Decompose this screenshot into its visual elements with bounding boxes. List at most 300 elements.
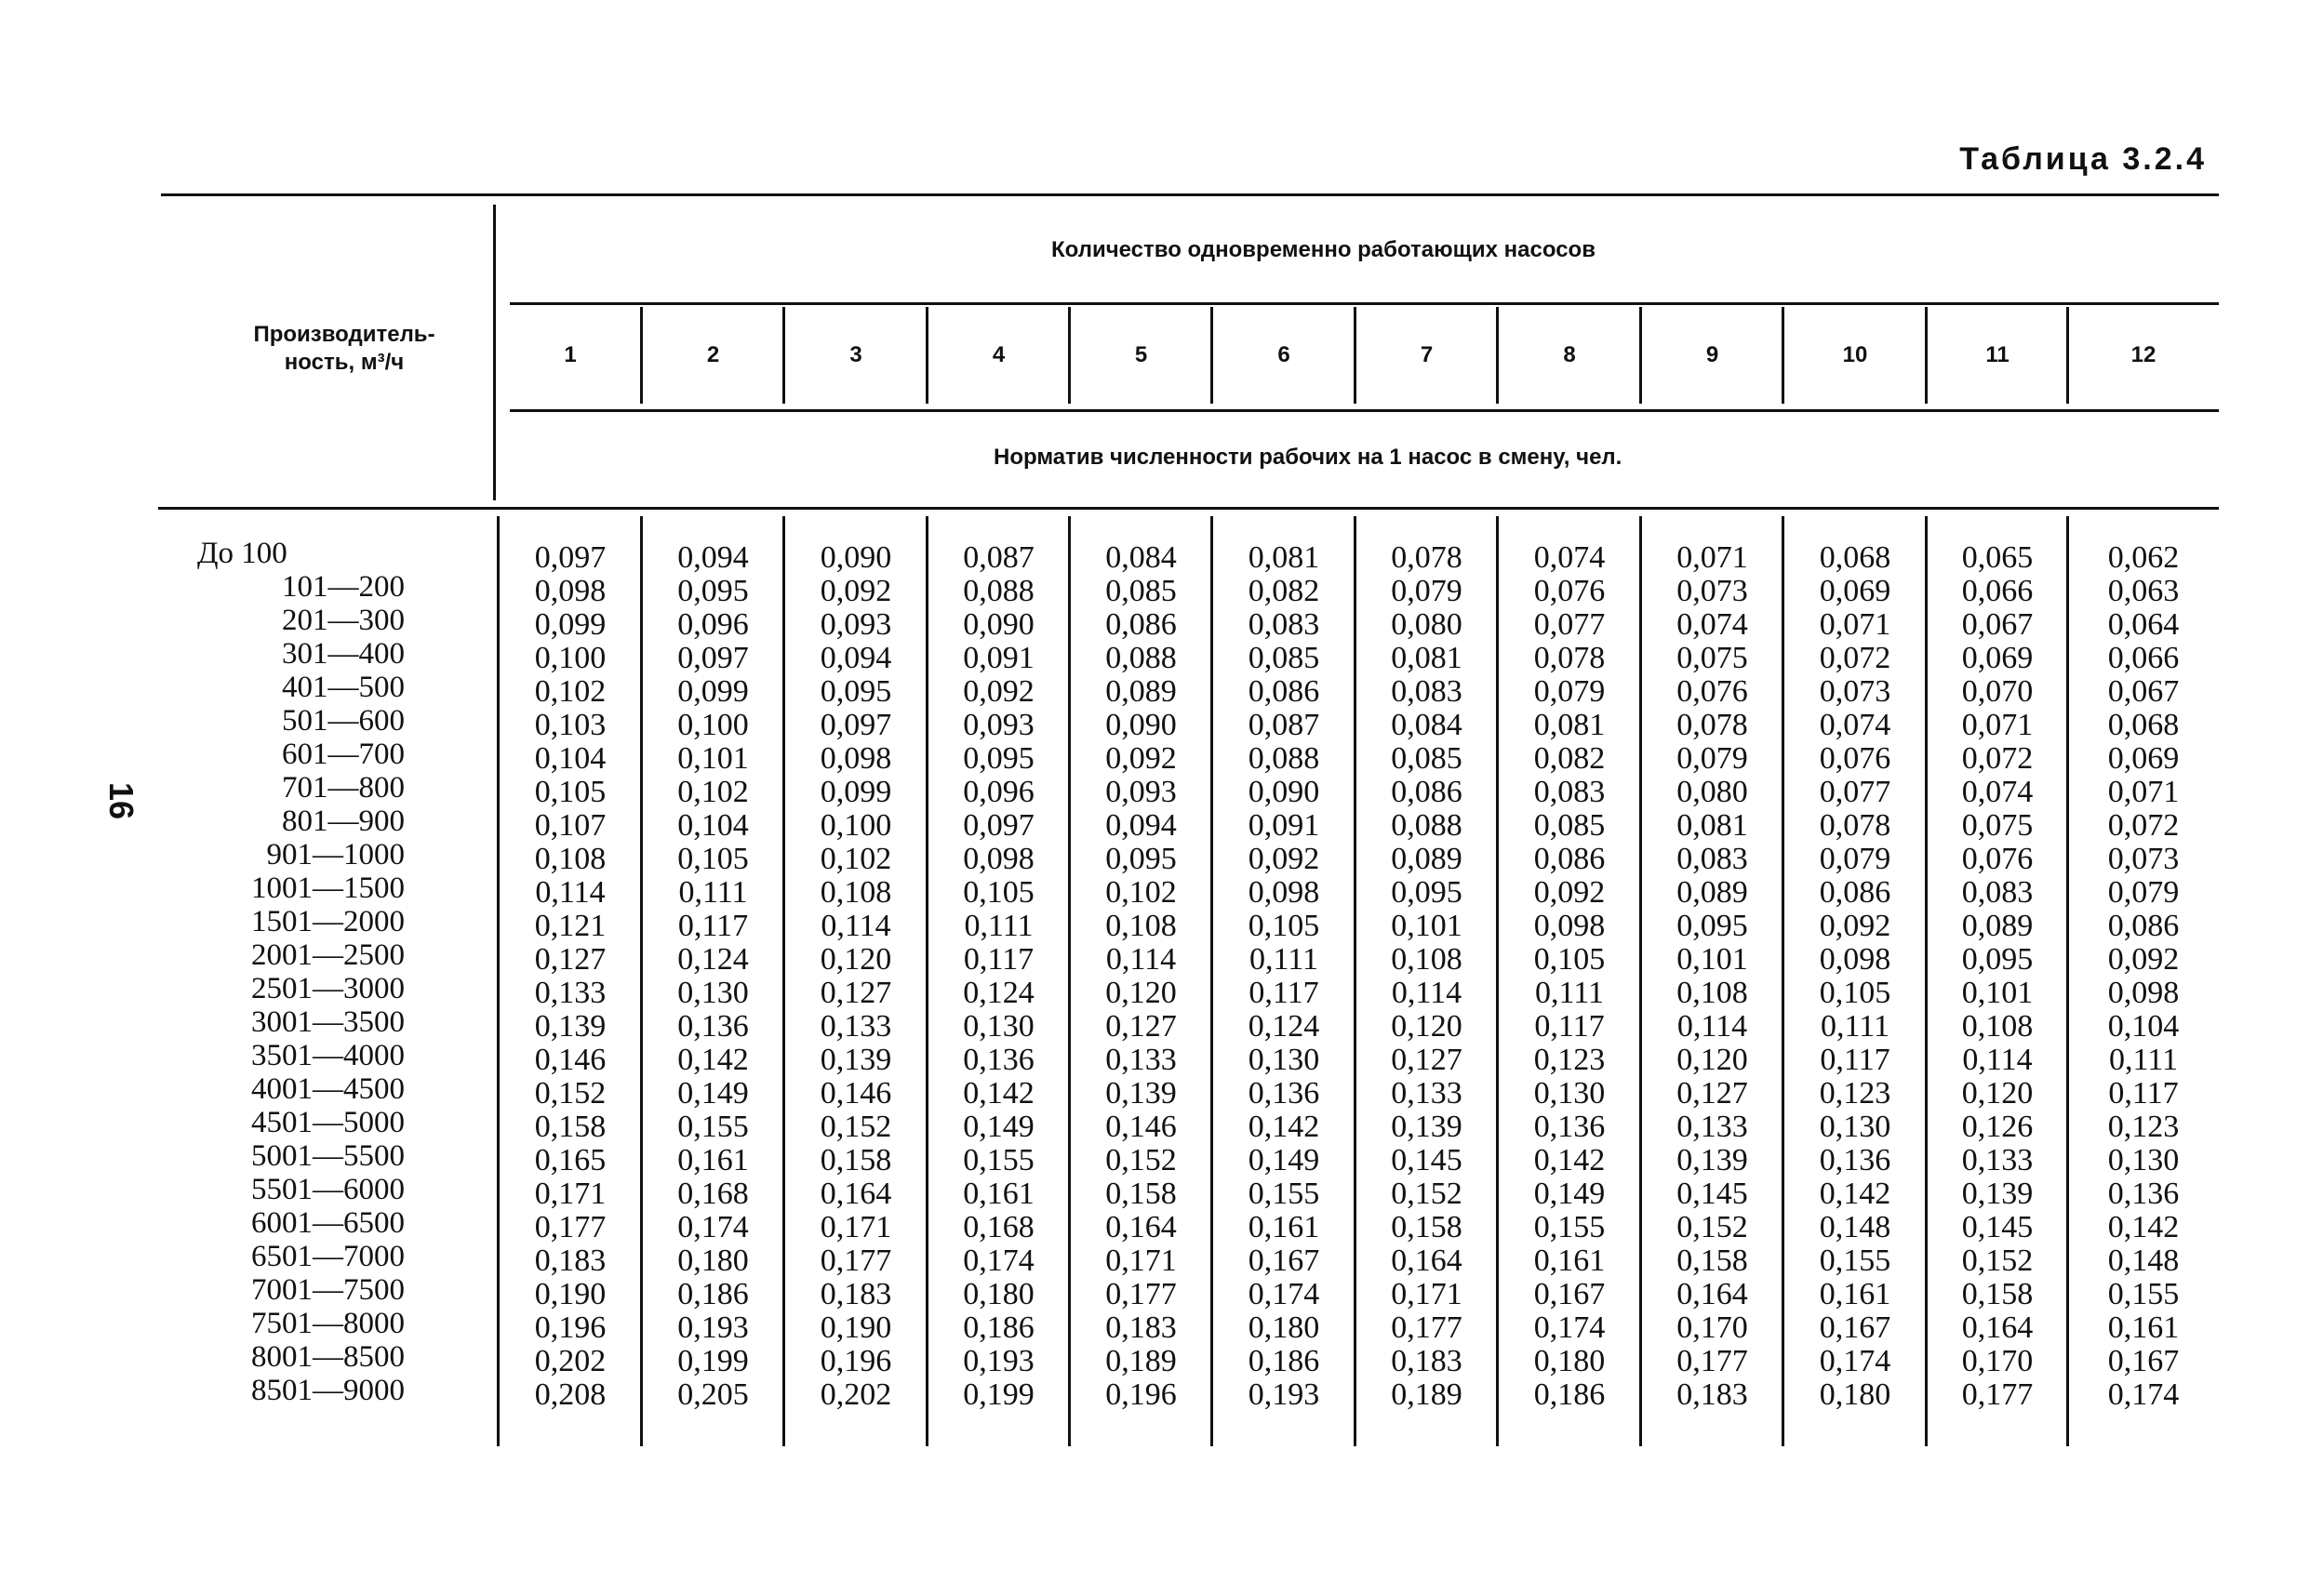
value-cell: 0,078 [1819,808,1891,843]
value-cell: 0,186 [677,1277,749,1311]
data-column-9 [1641,541,1783,1412]
value-cell: 0,164 [1105,1210,1177,1244]
range-cell: 601—700 [282,738,405,771]
value-cell: 0,094 [1105,808,1177,843]
value-cell: 0,104 [677,808,749,843]
value-cell: 0,092 [820,574,892,608]
value-cell: 0,098 [1533,909,1606,943]
value-cell: 0,152 [534,1076,607,1111]
value-cell: 0,073 [1676,574,1748,608]
value-cell: 0,071 [1819,607,1891,642]
value-cell: 0,139 [820,1043,892,1077]
value-cell: 0,081 [1533,708,1606,742]
value-cell: 0,064 [2107,607,2180,642]
value-cell: 0,101 [1961,976,2034,1010]
value-cell: 0,095 [1961,942,2034,977]
value-cell: 0,158 [820,1143,892,1177]
value-cell: 0,170 [1961,1344,2034,1378]
value-cell: 0,079 [1533,674,1606,709]
value-cell: 0,152 [1961,1244,2034,1278]
value-cell: 0,186 [963,1310,1035,1345]
value-cell: 0,111 [678,875,748,910]
value-cell: 0,161 [963,1177,1035,1211]
value-cell: 0,081 [1391,641,1462,675]
column-number-2: 2 [706,342,720,367]
value-cell: 0,082 [1248,574,1320,608]
range-cell: 401—500 [282,671,405,704]
value-cell: 0,114 [1676,1009,1748,1044]
value-cell: 0,161 [2107,1310,2180,1345]
value-cell: 0,142 [1248,1110,1320,1144]
value-cell: 0,145 [1676,1177,1748,1211]
value-cell: 0,152 [1105,1143,1177,1177]
value-cell: 0,183 [534,1244,607,1278]
value-cell: 0,123 [1533,1043,1606,1077]
value-cell: 0,199 [963,1377,1035,1412]
data-column-2 [642,541,784,1412]
value-cell: 0,120 [1961,1076,2034,1111]
value-cell: 0,123 [2107,1110,2180,1144]
value-cell: 0,124 [1248,1009,1320,1044]
range-cell: 6501—7000 [251,1240,405,1273]
range-cell: 1001—1500 [251,871,405,905]
range-cell: 7501—8000 [251,1307,405,1340]
value-cell: 0,085 [1391,741,1462,776]
value-cell: 0,146 [1105,1110,1177,1144]
column-number-1: 1 [564,342,577,367]
value-cell: 0,099 [534,607,607,642]
value-cell: 0,142 [2107,1210,2180,1244]
value-cell: 0,067 [2107,674,2180,709]
value-cell: 0,193 [677,1310,749,1345]
header-divider [782,307,785,404]
column-number-6: 6 [1277,342,1290,367]
value-cell: 0,111 [964,909,1034,943]
value-cell: 0,095 [677,574,749,608]
value-cell: 0,091 [1248,808,1320,843]
value-cell: 0,096 [677,607,749,642]
range-cell: 7001—7500 [251,1273,405,1307]
value-cell: 0,102 [1105,875,1177,910]
value-cell: 0,082 [1533,741,1606,776]
data-column-7 [1355,541,1498,1412]
value-cell: 0,086 [1391,775,1462,809]
value-cell: 0,164 [1676,1277,1748,1311]
value-cell: 0,130 [1819,1110,1891,1144]
value-cell: 0,105 [1533,942,1606,977]
value-cell: 0,079 [2107,875,2180,910]
value-cell: 0,155 [677,1110,749,1144]
value-cell: 0,067 [1961,607,2034,642]
value-cell: 0,136 [963,1043,1035,1077]
value-cell: 0,133 [1391,1076,1462,1111]
value-cell: 0,136 [677,1009,749,1044]
value-cell: 0,089 [1105,674,1177,709]
value-cell: 0,174 [963,1244,1035,1278]
value-cell: 0,170 [1676,1310,1748,1345]
header-divider [1354,307,1356,404]
value-cell: 0,074 [1961,775,2034,809]
column-number-4: 4 [992,342,1006,367]
value-cell: 0,097 [963,808,1035,843]
value-cell: 0,095 [1391,875,1462,910]
value-cell: 0,108 [820,875,892,910]
value-cell: 0,089 [1391,842,1462,876]
body-divider [640,516,643,1446]
value-cell: 0,177 [1961,1377,2034,1412]
value-cell: 0,079 [1819,842,1891,876]
value-cell: 0,100 [677,708,749,742]
column-number-5: 5 [1134,342,1148,367]
value-cell: 0,114 [1962,1043,2033,1077]
value-cell: 0,155 [1248,1177,1320,1211]
data-column-6 [1212,541,1355,1412]
value-cell: 0,205 [677,1377,749,1412]
value-cell: 0,177 [820,1244,892,1278]
value-cell: 0,105 [1819,976,1891,1010]
value-cell: 0,158 [534,1110,607,1144]
value-cell: 0,168 [963,1210,1035,1244]
value-cell: 0,130 [963,1009,1035,1044]
value-cell: 0,127 [820,976,892,1010]
value-cell: 0,078 [1391,540,1462,575]
value-cell: 0,145 [1391,1143,1462,1177]
value-cell: 0,130 [677,976,749,1010]
value-cell: 0,171 [1105,1244,1177,1278]
value-cell: 0,102 [820,842,892,876]
value-cell: 0,117 [1820,1043,1890,1077]
value-cell: 0,167 [1533,1277,1606,1311]
value-cell: 0,183 [1391,1344,1462,1378]
value-cell: 0,171 [534,1177,607,1211]
data-column-3 [784,541,928,1412]
value-cell: 0,167 [1248,1244,1320,1278]
value-cell: 0,149 [677,1076,749,1111]
value-cell: 0,117 [963,942,1035,977]
value-cell: 0,078 [1676,708,1748,742]
value-cell: 0,071 [2107,775,2180,809]
value-cell: 0,069 [2107,741,2180,776]
column-number-3: 3 [849,342,862,367]
value-cell: 0,090 [963,607,1035,642]
range-cell: 2001—2500 [251,938,405,972]
value-cell: 0,090 [820,540,892,575]
value-cell: 0,085 [1533,808,1606,843]
value-cell: 0,072 [2107,808,2180,843]
value-cell: 0,075 [1961,808,2034,843]
value-cell: 0,174 [1248,1277,1320,1311]
value-cell: 0,087 [963,540,1035,575]
value-cell: 0,083 [1248,607,1320,642]
value-cell: 0,086 [1248,674,1320,709]
header-divider [1496,307,1499,404]
value-cell: 0,069 [1819,574,1891,608]
value-cell: 0,117 [677,909,749,943]
value-cell: 0,111 [1249,942,1318,977]
range-cell: 701—800 [282,771,405,805]
data-column-10 [1783,541,1927,1412]
body-divider [1639,516,1642,1446]
value-cell: 0,090 [1105,708,1177,742]
value-cell: 0,076 [1676,674,1748,709]
value-cell: 0,127 [1105,1009,1177,1044]
column-number-9: 9 [1705,342,1719,367]
value-cell: 0,096 [963,775,1035,809]
value-cell: 0,193 [963,1344,1035,1378]
value-cell: 0,133 [820,1009,892,1044]
value-cell: 0,127 [534,942,607,977]
value-cell: 0,120 [1391,1009,1462,1044]
range-cell: 801—900 [282,805,405,838]
value-cell: 0,097 [534,540,607,575]
value-cell: 0,164 [1961,1310,2034,1345]
value-cell: 0,068 [2107,708,2180,742]
value-cell: 0,127 [1676,1076,1748,1111]
value-cell: 0,089 [1676,875,1748,910]
value-cell: 0,091 [963,641,1035,675]
value-cell: 0,079 [1676,741,1748,776]
value-cell: 0,073 [2107,842,2180,876]
value-cell: 0,114 [1391,976,1462,1010]
value-cell: 0,108 [1105,909,1177,943]
value-cell: 0,130 [1248,1043,1320,1077]
value-cell: 0,069 [1961,641,2034,675]
body-divider [926,516,928,1446]
value-cell: 0,094 [677,540,749,575]
value-cell: 0,102 [534,674,607,709]
value-cell: 0,139 [1105,1076,1177,1111]
column-number-12: 12 [2130,342,2156,367]
value-cell: 0,089 [1961,909,2034,943]
value-cell: 0,086 [1105,607,1177,642]
value-cell: 0,180 [677,1244,749,1278]
value-cell: 0,092 [1105,741,1177,776]
value-cell: 0,072 [1819,641,1891,675]
value-cell: 0,133 [1105,1043,1177,1077]
value-cell: 0,076 [1819,741,1891,776]
value-cell: 0,076 [1961,842,2034,876]
value-cell: 0,097 [677,641,749,675]
range-cell: 5501—6000 [251,1173,405,1206]
value-cell: 0,167 [2107,1344,2180,1378]
value-cell: 0,190 [820,1310,892,1345]
value-cell: 0,085 [1105,574,1177,608]
value-cell: 0,105 [534,775,607,809]
value-cell: 0,062 [2107,540,2180,575]
value-cell: 0,120 [1676,1043,1748,1077]
value-cell: 0,174 [1533,1310,1606,1345]
value-cell: 0,093 [820,607,892,642]
range-cell: 501—600 [282,704,405,738]
body-divider [1354,516,1356,1446]
value-cell: 0,174 [677,1210,749,1244]
value-cell: 0,111 [1535,976,1604,1010]
norm-unit-label: Норматив численности рабочих на 1 насос в смену, чел. [994,445,1622,470]
value-cell: 0,088 [1248,741,1320,776]
value-cell: 0,108 [1676,976,1748,1010]
header-bottom-rule [158,507,2219,510]
value-cell: 0,083 [1391,674,1462,709]
value-cell: 0,130 [2107,1143,2180,1177]
value-cell: 0,108 [1961,1009,2034,1044]
value-cell: 0,158 [1961,1277,2034,1311]
value-cell: 0,180 [963,1277,1035,1311]
value-cell: 0,177 [1391,1310,1462,1345]
value-cell: 0,146 [820,1076,892,1111]
value-cell: 0,199 [677,1344,749,1378]
value-cell: 0,065 [1961,540,2034,575]
value-cell: 0,124 [677,942,749,977]
header-divider [1782,307,1784,404]
value-cell: 0,092 [2107,942,2180,977]
range-cell: 101—200 [282,570,405,604]
header-divider [926,307,928,404]
value-cell: 0,094 [820,641,892,675]
value-cell: 0,161 [1533,1244,1606,1278]
value-cell: 0,208 [534,1377,607,1412]
value-cell: 0,133 [1961,1143,2034,1177]
value-cell: 0,088 [1105,641,1177,675]
value-cell: 0,155 [1533,1210,1606,1244]
data-column-12 [2068,541,2219,1412]
value-cell: 0,085 [1248,641,1320,675]
value-cell: 0,189 [1391,1377,1462,1412]
value-cell: 0,124 [963,976,1035,1010]
value-cell: 0,180 [1248,1310,1320,1345]
value-cell: 0,098 [534,574,607,608]
stub-divider [493,205,496,500]
value-cell: 0,083 [1961,875,2034,910]
value-cell: 0,098 [1819,942,1891,977]
value-cell: 0,092 [1248,842,1320,876]
value-cell: 0,102 [677,775,749,809]
body-divider [1925,516,1928,1446]
value-cell: 0,186 [1248,1344,1320,1378]
value-cell: 0,139 [534,1009,607,1044]
value-cell: 0,189 [1105,1344,1177,1378]
data-column-5 [1070,541,1212,1412]
value-cell: 0,071 [1676,540,1748,575]
value-cell: 0,063 [2107,574,2180,608]
value-cell: 0,095 [1676,909,1748,943]
value-cell: 0,146 [534,1043,607,1077]
value-cell: 0,078 [1533,641,1606,675]
value-cell: 0,100 [820,808,892,843]
value-cell: 0,142 [677,1043,749,1077]
body-divider [1496,516,1499,1446]
stub-header: Производитель- ность, м³/ч [253,322,435,375]
range-cell: 3001—3500 [251,1005,405,1039]
value-cell: 0,086 [1819,875,1891,910]
value-cell: 0,164 [820,1177,892,1211]
body-divider [497,516,500,1446]
range-cell: 6001—6500 [251,1206,405,1240]
range-cell: 901—1000 [266,838,405,871]
column-number-7: 7 [1420,342,1434,367]
value-cell: 0,090 [1248,775,1320,809]
range-cell: 301—400 [282,637,405,671]
value-cell: 0,100 [534,641,607,675]
value-cell: 0,080 [1676,775,1748,809]
data-column-8 [1498,541,1641,1412]
value-cell: 0,149 [1533,1177,1606,1211]
value-cell: 0,117 [1248,976,1319,1010]
value-cell: 0,081 [1248,540,1320,575]
value-cell: 0,196 [534,1310,607,1345]
header-divider [2066,307,2069,404]
value-cell: 0,158 [1676,1244,1748,1278]
value-cell: 0,099 [677,674,749,709]
value-cell: 0,098 [1248,875,1320,910]
value-cell: 0,095 [1105,842,1177,876]
value-cell: 0,114 [1105,942,1177,977]
value-cell: 0,092 [1819,909,1891,943]
value-cell: 0,155 [1819,1244,1891,1278]
value-cell: 0,142 [1533,1143,1606,1177]
data-column-11 [1927,541,2068,1412]
value-cell: 0,081 [1676,808,1748,843]
value-cell: 0,101 [1391,909,1462,943]
value-cell: 0,105 [1248,909,1320,943]
value-cell: 0,101 [1676,942,1748,977]
value-cell: 0,126 [1961,1110,2034,1144]
top-rule [161,193,2219,196]
value-cell: 0,120 [1105,976,1177,1010]
group-header-rule [510,302,2219,305]
value-cell: 0,183 [1676,1377,1748,1412]
value-cell: 0,139 [1961,1177,2034,1211]
range-cell: До 100 [197,537,287,570]
value-cell: 0,193 [1248,1377,1320,1412]
value-cell: 0,158 [1391,1210,1462,1244]
value-cell: 0,083 [1533,775,1606,809]
value-cell: 0,142 [963,1076,1035,1111]
value-cell: 0,136 [1819,1143,1891,1177]
value-cell: 0,174 [1819,1344,1891,1378]
value-cell: 0,084 [1105,540,1177,575]
value-cell: 0,093 [1105,775,1177,809]
body-divider [1068,516,1071,1446]
value-cell: 0,123 [1819,1076,1891,1111]
value-cell: 0,088 [1391,808,1462,843]
value-cell: 0,066 [1961,574,2034,608]
value-cell: 0,095 [963,741,1035,776]
value-cell: 0,068 [1819,540,1891,575]
value-cell: 0,180 [1533,1344,1606,1378]
value-cell: 0,202 [820,1377,892,1412]
value-cell: 0,098 [963,842,1035,876]
value-cell: 0,108 [534,842,607,876]
value-cell: 0,077 [1533,607,1606,642]
value-cell: 0,101 [677,741,749,776]
value-cell: 0,084 [1391,708,1462,742]
header-divider [640,307,643,404]
column-numbers-rule [510,409,2219,412]
value-cell: 0,142 [1819,1177,1891,1211]
value-cell: 0,164 [1391,1244,1462,1278]
value-cell: 0,093 [963,708,1035,742]
group-header-label: Количество одновременно работающих насосов [1051,237,1596,262]
value-cell: 0,148 [1819,1210,1891,1244]
range-cell: 2501—3000 [251,972,405,1005]
range-cell: 4001—4500 [251,1072,405,1106]
value-cell: 0,076 [1533,574,1606,608]
value-cell: 0,155 [963,1143,1035,1177]
value-cell: 0,086 [1533,842,1606,876]
value-cell: 0,130 [1533,1076,1606,1111]
value-cell: 0,087 [1248,708,1320,742]
value-cell: 0,177 [1105,1277,1177,1311]
